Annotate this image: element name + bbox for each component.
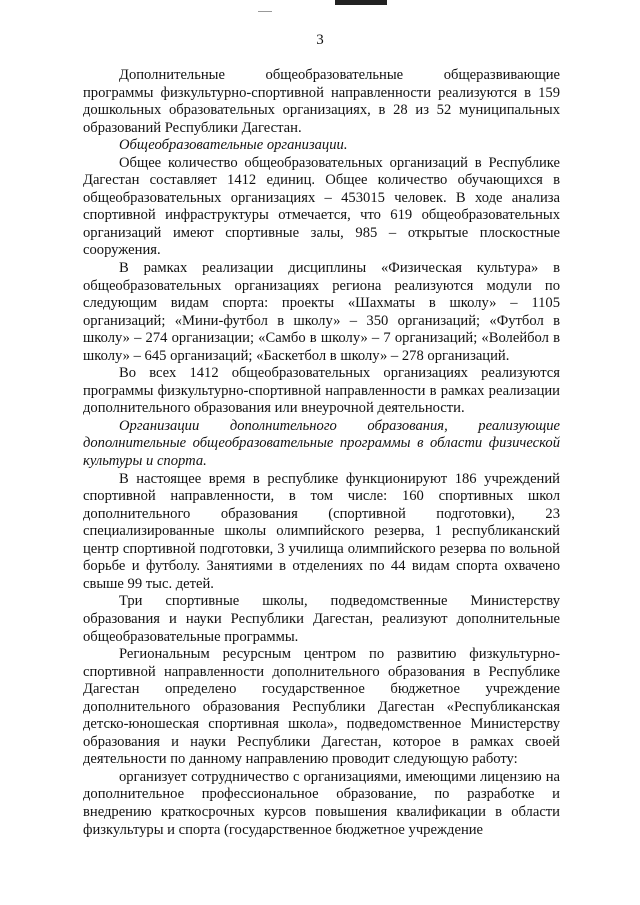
scan-artifact-dot [258, 11, 272, 12]
paragraph-cooperation: организует сотрудничество с организациями, имеющими лицензию на дополнительное профессиональное образование, по разработке и внедрению краткосрочных курсов повышения квалификации в области физкультуры и спорта (государственное бюджетное учреждение [83, 768, 560, 838]
section-heading-additional-education: Организации дополнительного образования, реализующие дополнительные общеобразовательные программы в области физической культуры и спорта. [83, 417, 560, 470]
paragraph-three-sport-schools: Три спортивные школы, подведомственные Министерству образования и науки Республики Дагестан, реализуют дополнительные общеобразовательные программы. [83, 593, 560, 645]
paragraph-resource-center: Региональным ресурсным центром по развитию физкультурно-спортивной направленности дополнительного образования в Республике Дагестан определено государственное бюджетное учреждение дополнительного образования Республики Дагестан «Республиканская детско-юношеская спортивная школа», подведомственное Министерству образования и науки Республики Дагестан, которое в рамках своей деятельности по данному направлению проводит следующую работу: [83, 646, 560, 768]
paragraph-all-schools-programs: Во всех 1412 общеобразовательных организациях реализуются программы физкультурно-спортивной направленности в рамках реализации дополнительного образования или внеурочной деятельности. [83, 365, 560, 417]
section-heading-general-education: Общеобразовательные организации. [119, 137, 348, 154]
page-number: 3 [316, 32, 324, 48]
paragraph-sport-institutions: В настоящее время в республике функционируют 186 учреждений спортивной направленности, в том числе: 160 спортивных школ дополнительного образования (спортивной подготовки), 23 специализированные школы олимпийского резерва, 1 республиканский центр спортивной подготовки, 3 училища олимпийского резерва по вольной борьбе и футболу. Занятиями в отделениях по 44 видам спорта охвачено свыше 99 тыс. детей. [83, 470, 560, 592]
paragraph-preschool-programs: Дополнительные общеобразовательные общеразвивающие программы физкультурно-спортивной направленности реализуются в 159 дошкольных образовательных организациях, в 28 из 52 муниципальных образований Республики Дагестан. [83, 67, 560, 136]
paragraph-school-sport-projects: В рамках реализации дисциплины «Физическая культура» в общеобразовательных организациях региона реализуются модули по следующим видам спорта: проекты «Шахматы в школу» – 1105 организаций; «Мини-футбол в школу» – 350 организаций; «Футбол в школу» – 274 организации; «Самбо в школу» – 7 организаций; «Волейбол в школу» – 645 организаций; «Баскетбол в школу» – 278 организаций. [83, 260, 560, 364]
document-body [83, 67, 560, 839]
scan-artifact-mark [335, 0, 387, 5]
paragraph-school-statistics: Общее количество общеобразовательных организаций в Республике Дагестан составляет 1412 единиц. Общее количество обучающихся в общеобразовательных организациях – 453015 человек. В ходе анализа спортивной инфраструктуры отмечается, что 619 общеобразовательных организаций имеют спортивные залы, 985 – открытые плоскостные сооружения. [83, 154, 560, 259]
